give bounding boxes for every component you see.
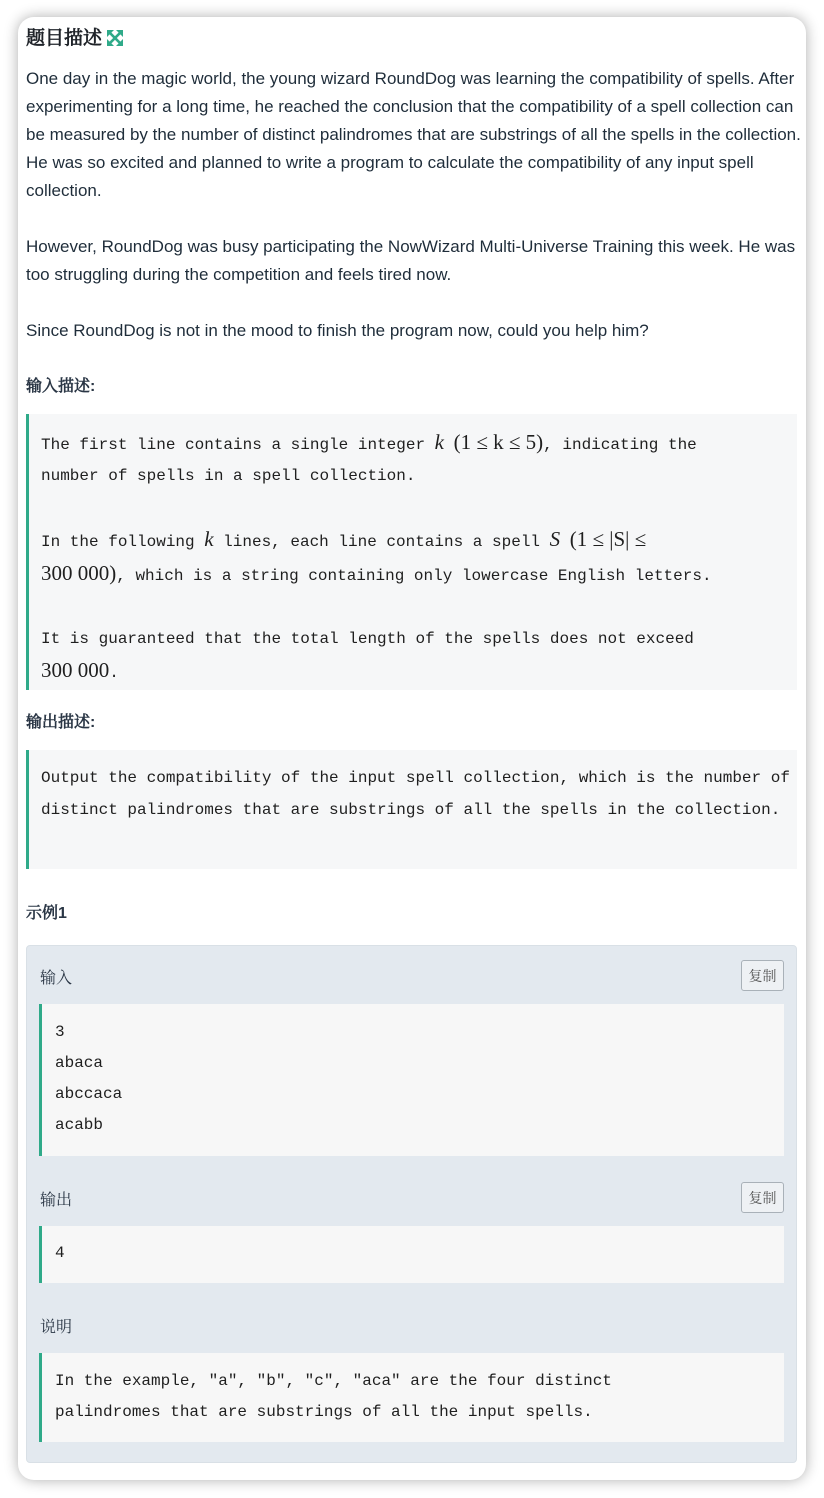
math-expr: (1 ≤ |S| ≤ [569,527,647,551]
text: , which is a string containing only lowercase English letters. [116,567,712,585]
math-var: k [434,430,444,454]
text: lines, each line contains a spell [213,533,550,551]
output-description-text: Output the compatibility of the input spell collection, which is the number of distinct palindromes that are substrings of all the spells in the collection. [41,769,790,819]
code-line: 3 [55,1023,65,1041]
code-line: abccaca [55,1085,123,1103]
example-explanation-box [39,1353,784,1442]
math-expr: 300 000 [41,658,110,682]
text: number of spells in a spell collection. [41,467,416,485]
text: , indicating the [543,436,697,454]
example-explanation-label: 说明 [40,1319,73,1336]
text: In the following [41,533,205,551]
explanation-text: In the example, "a", "b", "c", "aca" are the four distinct palindromes that are substrings of all the input spells. [55,1372,612,1421]
input-paragraph-1 [41,427,785,492]
description-paragraph: However, RoundDog was busy participating the NowWizard Multi-Universe Training this week. He was too struggling during the competition and feels tired now. [26,237,796,284]
input-description-title: 输入描述: [26,378,96,395]
text: . [109,664,119,682]
copy-input-button[interactable]: 复制 [741,960,784,991]
example-output-code [39,1226,784,1283]
math-var: S [549,527,561,551]
code-line: abaca [55,1054,104,1072]
page-title: 题目描述 [26,28,103,49]
problem-description [26,65,801,373]
example-input-label: 输入 [40,970,73,987]
description-paragraph: Since RoundDog is not in the mood to finish the program now, could you help him? [26,321,649,340]
output-description-title: 输出描述: [26,714,96,731]
expand-icon[interactable] [106,29,124,47]
problem-card [18,17,806,1480]
text: It is guaranteed that the total length of the spells does not exceed [41,630,694,648]
math-expr: (1 ≤ k ≤ 5) [453,430,544,454]
code-line: acabb [55,1116,104,1134]
input-paragraph-3 [41,624,785,689]
math-expr: 300 000) [41,561,117,585]
text: The first line contains a single integer [41,436,435,454]
example-title: 示例1 [26,905,67,922]
description-paragraph: One day in the magic world, the young wizard RoundDog was learning the compatibility of spells. After experimenting for a long time, he reached the conclusion that the compatibility of a spell collection can be measured by the number of distinct palindromes that are substrings of all the spells in the collection. He was so excited and planned to write a program to calculate the compatibility of any input spell collection. [26,69,801,200]
math-var: k [204,527,214,551]
code-line: 4 [55,1244,65,1262]
example-output-label: 输出 [40,1192,73,1209]
title-row [26,23,124,50]
input-description-box [26,414,797,690]
example-panel [26,945,797,1463]
example-input-code [39,1004,784,1156]
input-paragraph-2 [41,524,785,592]
copy-output-button[interactable]: 复制 [741,1182,784,1213]
output-description-box [26,750,797,869]
